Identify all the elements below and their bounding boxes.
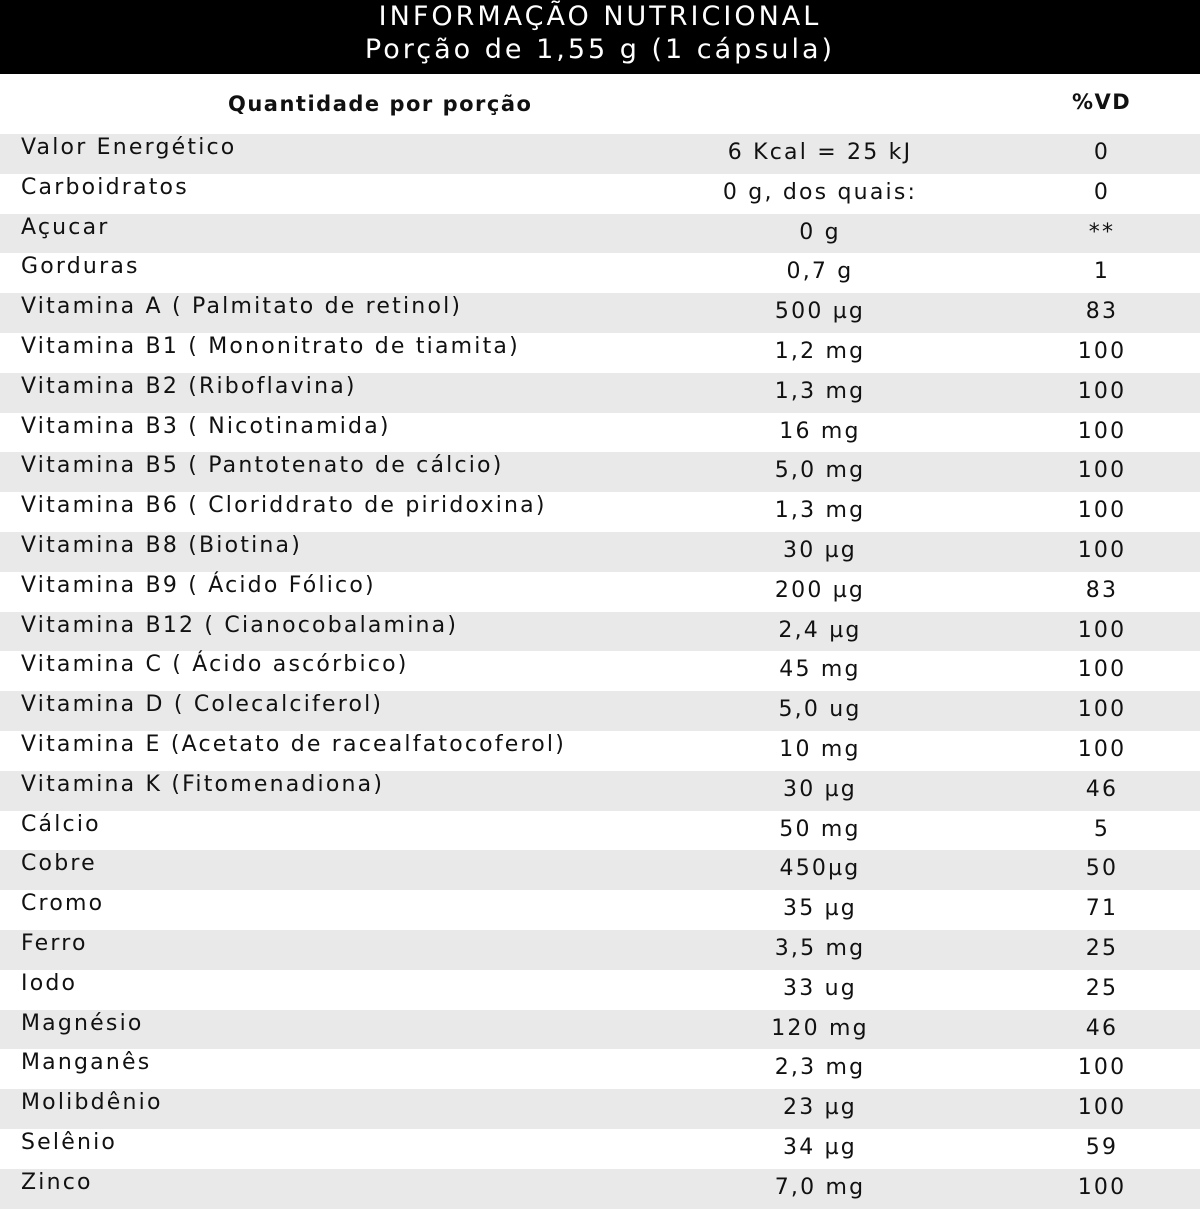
nutrient-vd: 100 (1077, 697, 1127, 723)
table-row (0, 850, 1200, 890)
nutrient-name: Carboidratos (21, 174, 189, 200)
nutrient-name: Vitamina B6 ( Cloriddrato de piridoxina) (21, 493, 547, 519)
panel-title: INFORMAÇÃO NUTRICIONAL (378, 1, 822, 32)
nutrient-amount: 1,3 mg (774, 498, 866, 524)
nutrient-vd: 50 (1085, 856, 1119, 882)
nutrient-amount: 0 g, dos quais: (722, 179, 918, 205)
nutrient-amount: 10 mg (779, 736, 861, 762)
nutrient-amount: 1,3 mg (774, 378, 866, 404)
table-row (0, 612, 1200, 652)
nutrient-amount: 45 mg (779, 657, 861, 683)
nutrient-vd: 71 (1085, 896, 1119, 922)
table-row (0, 1010, 1200, 1050)
nutrient-vd: 100 (1077, 1095, 1127, 1121)
nutrient-vd: 0 (1093, 179, 1111, 205)
table-row (0, 1089, 1200, 1129)
nutrient-vd: 25 (1085, 975, 1119, 1001)
nutrient-vd: 100 (1077, 378, 1127, 404)
nutrient-vd: 25 (1085, 935, 1119, 961)
nutrient-name: Molibdênio (21, 1090, 163, 1116)
nutrient-amount: 2,4 µg (778, 617, 862, 643)
table-row (0, 771, 1200, 811)
nutrient-amount: 35 µg (783, 896, 857, 922)
nutrient-name: Vitamina B5 ( Pantotenato de cálcio) (21, 453, 504, 479)
nutrient-vd: 83 (1085, 299, 1119, 325)
nutrient-vd: 100 (1077, 458, 1127, 484)
serving-size: Porção de 1,55 g (1 cápsula) (364, 34, 836, 65)
nutrient-vd: 1 (1093, 259, 1111, 285)
table-row (0, 731, 1200, 771)
nutrient-vd: ** (1088, 219, 1116, 245)
nutrient-amount: 200 µg (774, 577, 866, 603)
nutrient-vd: 100 (1077, 1055, 1127, 1081)
nutrient-name: Açucar (21, 214, 110, 240)
nutrient-vd: 46 (1085, 1015, 1119, 1041)
nutrient-vd: 100 (1077, 498, 1127, 524)
table-row (0, 373, 1200, 413)
table-row (0, 214, 1200, 254)
nutrient-name: Cálcio (21, 811, 101, 837)
nutrient-name: Vitamina B1 ( Mononitrato de tiamita) (21, 333, 520, 359)
nutrient-name: Vitamina B2 (Riboflavina) (21, 373, 357, 399)
nutrient-vd: 100 (1077, 338, 1127, 364)
nutrient-name: Zinco (21, 1169, 93, 1195)
nutrient-amount: 2,3 mg (774, 1055, 866, 1081)
nutrient-name: Cobre (21, 851, 97, 877)
table-row (0, 333, 1200, 373)
nutrient-vd: 59 (1085, 1134, 1119, 1160)
nutrient-amount: 0 g (799, 219, 841, 245)
table-row (0, 811, 1200, 851)
nutrient-name: Vitamina B3 ( Nicotinamida) (21, 413, 391, 439)
nutrient-name: Ferro (21, 930, 88, 956)
table-row (0, 413, 1200, 453)
nutrient-name: Vitamina E (Acetato de racealfatocoferol) (21, 731, 567, 757)
table-row (0, 174, 1200, 214)
table-row (0, 532, 1200, 572)
table-row (0, 452, 1200, 492)
table-header (0, 74, 1200, 134)
nutrient-name: Vitamina B8 (Biotina) (21, 532, 303, 558)
nutrient-amount: 1,2 mg (774, 338, 866, 364)
nutrient-vd: 100 (1077, 736, 1127, 762)
nutrient-name: Selênio (21, 1129, 118, 1155)
nutrient-name: Vitamina D ( Colecalciferol) (21, 692, 384, 718)
nutrient-amount: 0,7 g (786, 259, 854, 285)
nutrient-vd: 100 (1077, 537, 1127, 563)
table-row (0, 890, 1200, 930)
nutrient-amount: 120 mg (771, 1015, 869, 1041)
nutrient-amount: 34 µg (783, 1134, 857, 1160)
nutrient-amount: 500 µg (774, 299, 866, 325)
nutrient-amount: 30 µg (783, 537, 857, 563)
nutrient-name: Magnésio (21, 1010, 144, 1036)
column-header-quantity: Quantidade por porção (228, 92, 533, 116)
nutrient-vd: 46 (1085, 776, 1119, 802)
nutrient-name: Vitamina A ( Palmitato de retinol) (21, 294, 463, 320)
nutrient-amount: 5,0 ug (778, 697, 862, 723)
table-row (0, 134, 1200, 174)
nutrient-name: Vitamina B9 ( Ácido Fólico) (21, 572, 376, 598)
table-row (0, 651, 1200, 691)
table-row (0, 572, 1200, 612)
column-header-vd: %VD (1072, 90, 1132, 114)
table-row (0, 1049, 1200, 1089)
nutrient-name: Valor Energético (21, 135, 237, 160)
nutrient-vd: 83 (1085, 577, 1119, 603)
table-row (0, 691, 1200, 731)
nutrient-vd: 100 (1077, 418, 1127, 444)
table-row (0, 1169, 1200, 1209)
nutrient-vd: 100 (1077, 657, 1127, 683)
table-row (0, 970, 1200, 1010)
nutrient-name: Vitamina B12 ( Cianocobalamina) (21, 612, 459, 638)
nutrient-amount: 23 µg (783, 1095, 857, 1121)
nutrient-name: Cromo (21, 891, 105, 917)
table-row (0, 1129, 1200, 1169)
nutrient-vd: 100 (1077, 617, 1127, 643)
nutrient-amount: 6 Kcal = 25 kJ (727, 140, 913, 165)
title-band (0, 0, 1200, 74)
nutrient-amount: 16 mg (779, 418, 861, 444)
nutrient-amount: 33 ug (783, 975, 857, 1001)
nutrient-vd: 100 (1077, 1174, 1127, 1200)
nutrient-vd: 0 (1093, 140, 1111, 165)
nutrient-name: Vitamina C ( Ácido ascórbico) (21, 652, 409, 678)
nutrient-amount: 5,0 mg (774, 458, 866, 484)
nutrient-amount: 50 mg (779, 816, 861, 842)
nutrient-amount: 3,5 mg (774, 935, 866, 961)
nutrition-table (0, 134, 1200, 1209)
nutrient-name: Manganês (21, 1050, 152, 1076)
nutrient-name: Gorduras (21, 254, 140, 280)
table-row (0, 293, 1200, 333)
table-row (0, 930, 1200, 970)
table-row (0, 253, 1200, 293)
nutrient-amount: 450µg (779, 856, 861, 882)
nutrient-vd: 5 (1093, 816, 1111, 842)
nutrient-name: Vitamina K (Fitomenadiona) (21, 771, 385, 797)
nutrient-amount: 30 µg (783, 776, 857, 802)
nutrient-name: Iodo (21, 970, 78, 996)
table-row (0, 492, 1200, 532)
nutrient-amount: 7,0 mg (774, 1174, 866, 1200)
